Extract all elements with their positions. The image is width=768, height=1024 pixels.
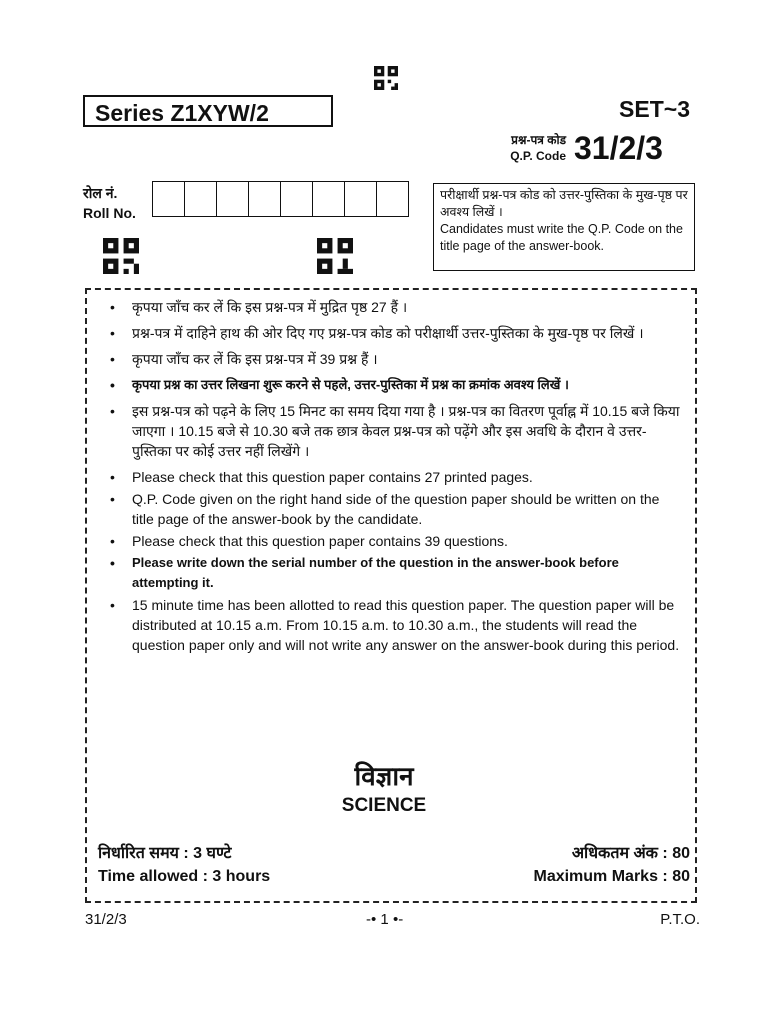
roll-number-box[interactable] (377, 182, 408, 216)
instructions-list (102, 297, 680, 657)
instruction-item: • प्रश्न-पत्र में दाहिने हाथ की ओर दिए गए प्रश्न-पत्र कोड को परीक्षार्थी उत्तर-पुस्तिका के मुख-पृष्ठ पर लिखें । (102, 323, 680, 343)
instruction-item: • कृपया प्रश्न का उत्तर लिखना शुरू करने से पहले, उत्तर-पुस्तिका में प्रश्न का क्रमांक अवश्य लिखें । (102, 375, 680, 395)
page-ornament-left-icon: -• (366, 911, 377, 928)
time-allowed-hindi: निर्धारित समय : 3 घण्टे (98, 845, 232, 862)
maximum-marks-english: Maximum Marks : 80 (533, 868, 690, 885)
qr-code-top (374, 66, 398, 90)
roll-number-box[interactable] (313, 182, 345, 216)
instruction-item: • कृपया जाँच कर लें कि इस प्रश्न-पत्र में मुद्रित पृष्ठ 27 हैं । (102, 297, 680, 317)
qp-code-label-english: Q.P. Code (510, 149, 566, 163)
maximum-marks-hindi: अधिकतम अंक : 80 (571, 845, 690, 862)
roll-number-boxes[interactable] (152, 181, 409, 217)
roll-number-label-english: Roll No. (83, 205, 136, 221)
roll-number-label (83, 183, 136, 223)
instruction-item: • 15 minute time has been allotted to read this question paper. The question paper will be distributed at 10.15 a.m. From 10.15 a.m. to 10.30 a.m., the students will read the question paper only and will not write any answer on the answer-book during this period. (102, 595, 680, 655)
roll-number-box[interactable] (281, 182, 313, 216)
time-allowed-english: Time allowed : 3 hours (98, 868, 271, 885)
roll-number-box[interactable] (185, 182, 217, 216)
pto-label: P.T.O. (660, 911, 700, 928)
qp-code-label-hindi: प्रश्न-पत्र कोड (511, 133, 566, 147)
instruction-item: • कृपया जाँच कर लें कि इस प्रश्न-पत्र में 39 प्रश्न हैं । (102, 349, 680, 369)
roll-number-box[interactable] (217, 182, 249, 216)
qr-code-middle (316, 238, 354, 274)
series-label: Series Z1XYW/2 (83, 95, 333, 127)
qr-code-left (102, 238, 140, 274)
roll-number-box[interactable] (345, 182, 377, 216)
roll-number-label-hindi: रोल नं. (83, 185, 118, 201)
roll-number-box[interactable] (249, 182, 281, 216)
qp-code-value: 31/2/3 (574, 130, 663, 166)
instruction-item: • Please write down the serial number of the question in the answer-book before attempting it. (102, 553, 680, 593)
instruction-item: • Q.P. Code given on the right hand side of the question paper should be written on the title page of the answer-book by the candidate. (102, 489, 680, 529)
footer-page (366, 911, 403, 928)
page-number: 1 (380, 911, 389, 928)
instruction-item: • Please check that this question paper contains 39 questions. (102, 531, 680, 551)
subject-title-hindi: विज्ञान (354, 762, 414, 792)
qp-code-notice (433, 183, 695, 271)
instruction-item: • इस प्रश्न-पत्र को पढ़ने के लिए 15 मिनट का समय दिया गया है । प्रश्न-पत्र का वितरण पूर्वाह्न में 10.15 बजे किया जाएगा । 10.15 बजे से 10.30 बजे तक छात्र केवल प्रश्न-पत्र को पढ़ेंगे और इस अवधि के दौरान वे उत्तर-पुस्तिका पर कोई उत्तर नहीं लिखेंगे । (102, 401, 680, 461)
page-ornament-right-icon: •- (392, 911, 404, 928)
set-label: SET~3 (619, 96, 690, 122)
qp-code-label (480, 132, 566, 164)
subject-title-english: SCIENCE (341, 795, 427, 816)
notice-hindi: परीक्षार्थी प्रश्न-पत्र कोड को उत्तर-पुस्तिका के मुख-पृष्ठ पर अवश्य लिखें । (440, 188, 688, 219)
footer-code: 31/2/3 (85, 911, 127, 928)
notice-english: Candidates must write the Q.P. Code on the title page of the answer-book. (440, 222, 683, 253)
roll-number-box[interactable] (153, 182, 185, 216)
instruction-item: • Please check that this question paper contains 27 printed pages. (102, 467, 680, 487)
